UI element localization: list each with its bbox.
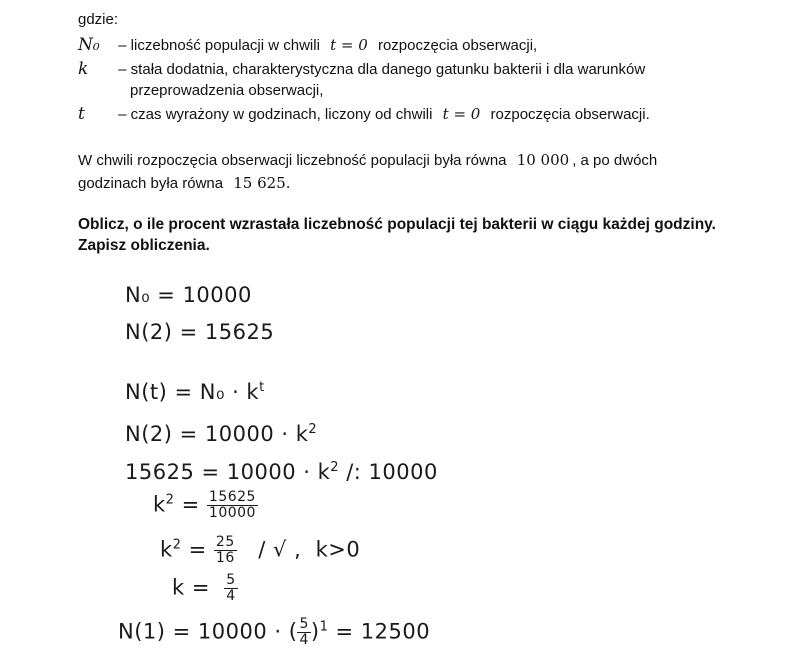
statement-line-2 xyxy=(78,173,291,194)
solution-line-7-numerator: 25 xyxy=(215,534,235,550)
statement-text-c: godzinach była równa xyxy=(78,175,224,192)
solution-line-3 xyxy=(125,380,265,404)
solution-line-8-denominator: 4 xyxy=(226,588,236,604)
solution-line-9-numerator: 5 xyxy=(299,616,309,632)
where-label: gdzie: xyxy=(78,11,119,28)
solution-line-6-lhs: k xyxy=(153,492,166,517)
definition-t-text-b: rozpoczęcia obserwacji. xyxy=(490,106,650,123)
solution-line-2: N(2) = 15625 xyxy=(125,320,275,344)
solution-line-3-base: N(t) = N₀ · k xyxy=(125,380,260,404)
definition-n0-math: t = 0 xyxy=(330,36,368,54)
solution-line-4-base: N(2) = 10000 · k xyxy=(125,422,309,446)
statement-text-b: , a po dwóch xyxy=(572,152,658,169)
solution-line-5-base: 15625 = 10000 · k xyxy=(125,460,331,484)
definition-t xyxy=(78,104,650,125)
symbol-k: k xyxy=(78,59,89,79)
solution-line-7-equals: = xyxy=(181,537,214,562)
solution-line-6-numerator: 15625 xyxy=(208,489,256,505)
solution-line-5-division: /: 10000 xyxy=(339,460,438,484)
solution-line-1: N₀ = 10000 xyxy=(125,283,252,307)
definition-k-text-a: – stała dodatnia, charakterystyczna dla danego gatunku bakterii i dla warunków xyxy=(118,61,646,78)
solution-line-6-exponent: 2 xyxy=(165,492,175,508)
solution-line-5 xyxy=(125,460,438,484)
statement-text-a: W chwili rozpoczęcia obserwacji liczebność populacji była równa xyxy=(78,152,507,169)
solution-line-8 xyxy=(172,573,238,604)
statement-value-1: 10 000 xyxy=(516,151,570,169)
solution-line-7-lhs: k xyxy=(160,537,173,562)
solution-line-9-base: N(1) = 10000 · ( xyxy=(118,619,298,644)
solution-line-7-denominator: 16 xyxy=(215,550,235,566)
definition-t-math: t = 0 xyxy=(442,105,481,123)
solution-line-4 xyxy=(125,422,317,446)
definition-n0-text-b: rozpoczęcia obserwacji, xyxy=(377,37,538,54)
definition-k-continuation: przeprowadzenia obserwacji, xyxy=(130,82,324,99)
definition-n0-text-a: – liczebność populacji w chwili xyxy=(118,37,320,54)
solution-line-9-result: = 12500 xyxy=(328,619,431,644)
solution-line-6 xyxy=(153,490,258,521)
solution-line-8-fraction xyxy=(224,573,237,604)
solution-line-4-exponent: 2 xyxy=(308,422,318,437)
task-line-2: Zapisz obliczenia. xyxy=(78,237,210,254)
solution-line-9-close-paren: ) xyxy=(310,619,320,644)
solution-line-9-denominator: 4 xyxy=(299,632,309,648)
solution-line-7-fraction xyxy=(214,535,237,566)
solution-line-6-denominator: 10000 xyxy=(208,505,256,521)
definition-k xyxy=(78,59,645,80)
solution-line-8-lhs: k = xyxy=(172,575,218,600)
solution-line-7-exponent: 2 xyxy=(172,537,182,553)
solution-line-3-exponent: t xyxy=(259,380,265,395)
symbol-n0: N₀ xyxy=(78,35,100,55)
task-line-1: Oblicz, o ile procent wzrastała liczebność populacji tej bakterii w ciągu każdej godziny. xyxy=(78,216,716,233)
definition-t-text-a: – czas wyrażony w godzinach, liczony od chwili xyxy=(118,106,433,123)
definition-n0 xyxy=(78,35,537,56)
solution-line-7-rest: / √ , k>0 xyxy=(243,537,361,562)
solution-line-6-fraction xyxy=(207,490,258,521)
solution-line-5-exponent: 2 xyxy=(330,460,340,475)
statement-value-2: 15 625. xyxy=(233,174,291,192)
solution-line-9-exponent: 1 xyxy=(319,619,329,635)
solution-line-9-fraction xyxy=(297,617,310,648)
solution-line-9 xyxy=(118,617,430,648)
statement-line-1 xyxy=(78,150,657,171)
solution-line-8-numerator: 5 xyxy=(226,572,236,588)
solution-line-7 xyxy=(160,535,360,566)
solution-line-6-equals: = xyxy=(174,492,207,517)
symbol-t: t xyxy=(78,104,85,124)
